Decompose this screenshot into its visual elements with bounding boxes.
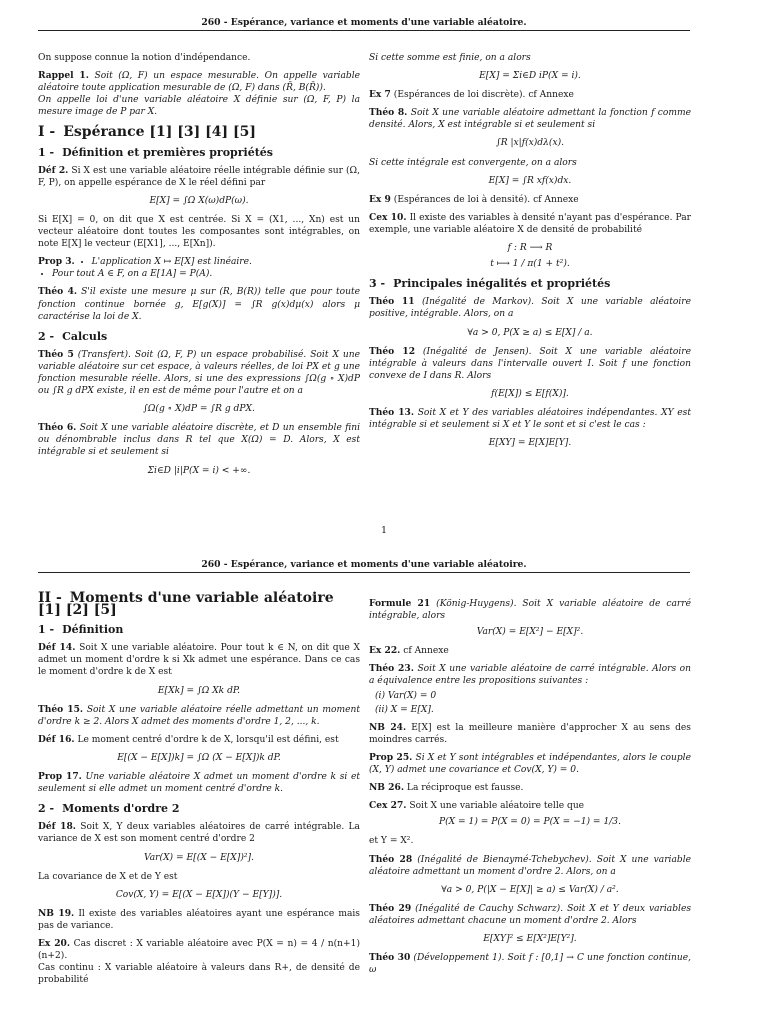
ex-label: Ex 22. bbox=[369, 645, 401, 657]
proposition-3 bbox=[38, 256, 360, 280]
equation: E[X] = Σi∈D iP(X = i). bbox=[479, 71, 581, 82]
theorem-29 bbox=[369, 903, 691, 927]
def-text: Soit X une variable aléatoire. Pour tout k ∈ N, on dit que X admet un moment d'ordre k si Xk admet une espérance. Dans ce cas le moment d'ordre k de X est bbox=[38, 643, 360, 678]
covariance-text: La covariance de X et de Y est bbox=[38, 871, 178, 882]
equation: Var(X) = E[X²] − E[X]². bbox=[476, 627, 584, 638]
equation: Var(X) = E[(X − E[X])²]. bbox=[144, 852, 254, 863]
def-label: Déf 14. bbox=[38, 642, 76, 654]
subsection-number: 2 - bbox=[38, 329, 55, 343]
theorem-4 bbox=[38, 286, 360, 322]
note-26 bbox=[369, 782, 691, 794]
nb-label: NB 26. bbox=[369, 782, 404, 794]
equation: E[XY] = E[X]E[Y]. bbox=[488, 438, 572, 449]
prop-label: Prop 3. bbox=[38, 256, 75, 268]
page-2 bbox=[0, 545, 768, 1024]
subsection-heading bbox=[38, 331, 360, 343]
cex-text: Soit X une variable aléatoire telle que bbox=[409, 801, 585, 812]
equation: f(E[X]) ≤ E[f(X)]. bbox=[491, 388, 569, 399]
equation: E[XY]² ≤ E[X²]E[Y²]. bbox=[483, 933, 577, 944]
equation: Σi∈D |i|P(X = i) < +∞. bbox=[147, 465, 251, 476]
definition-2 bbox=[38, 165, 360, 189]
nb-label: NB 19. bbox=[38, 907, 75, 919]
proposition-25 bbox=[369, 752, 691, 776]
nb-label: NB 24. bbox=[369, 721, 407, 733]
theorem-23 bbox=[369, 663, 691, 687]
theo-text: (Inégalité de Cauchy Schwarz). Soit X et Y deux variables aléatoires admettant chacune un moment d'ordre 2. Alors bbox=[369, 903, 691, 926]
theorem-30 bbox=[369, 952, 691, 976]
theorem-13 bbox=[369, 407, 691, 431]
finite-sum-text: Si cette somme est finie, on a alors bbox=[369, 53, 531, 63]
theo-text: Soit X une variable aléatoire réelle admettant un moment d'ordre k ≥ 2. Alors X admet des moments d'ordre 1, 2, ..., k. bbox=[38, 704, 360, 727]
example-9 bbox=[369, 194, 691, 206]
theo-label: Théo 23. bbox=[369, 663, 414, 675]
cex-label: Cex 10. bbox=[369, 211, 407, 223]
section-number: I - bbox=[38, 124, 56, 141]
theo-label: Théo 13. bbox=[369, 406, 415, 418]
prop-label: Prop 25. bbox=[369, 751, 413, 763]
example-22 bbox=[369, 645, 691, 657]
def-text: Le moment centré d'ordre k de X, lorsqu'il est défini, est bbox=[77, 734, 339, 745]
ex-label: Ex 20. bbox=[38, 937, 71, 949]
subsection-title: Définition bbox=[62, 623, 124, 637]
intro-text: On suppose connue la notion d'indépendance. bbox=[38, 53, 251, 63]
section-number: II - bbox=[38, 590, 62, 606]
theorem-28 bbox=[369, 854, 691, 878]
theo-label: Théo 11 bbox=[369, 296, 415, 308]
centered-text: Si E[X] = 0, on dit que X est centrée. Si X = (X1, ..., Xn) est un vecteur aléatoire dont toutes les composantes sont intégrables, on note E[X] le vecteur (E[X1], ..., E[Xn]). bbox=[38, 214, 360, 250]
ex-label: Ex 7 bbox=[369, 89, 391, 101]
rappel-text: Soit (Ω, F) un espace mesurable. On appelle variable aléatoire toute application mesurable de (Ω, F) dans (R̄, B(R̄)). bbox=[38, 71, 360, 94]
theo-label: Théo 12 bbox=[369, 345, 416, 357]
def-text: Soit X, Y deux variables aléatoires de carré intégrable. La variance de X est son moment centré d'ordre 2 bbox=[38, 822, 360, 845]
list-item: (i) Var(X) = 0 bbox=[375, 690, 437, 701]
example-20 bbox=[38, 938, 360, 986]
equation: ∀a > 0, P(X ≥ a) ≤ E[X] / a. bbox=[467, 327, 593, 338]
def-label: Déf 18. bbox=[38, 821, 76, 833]
subsection-number: 3 - bbox=[369, 277, 386, 291]
equation: E[X] = ∫R xf(x)dx. bbox=[488, 175, 572, 186]
counterexample-27 bbox=[369, 800, 691, 812]
nb-text: Il existe des variables aléatoires ayant une espérance mais pas de variance. bbox=[38, 908, 360, 931]
cex-label: Cex 27. bbox=[369, 800, 407, 812]
theo-label: Théo 4. bbox=[38, 286, 78, 298]
left-column bbox=[38, 52, 360, 484]
equation: ∫R |x|f(x)dλ(x). bbox=[495, 138, 565, 149]
theo-label: Théo 15. bbox=[38, 703, 84, 715]
definition-18 bbox=[38, 821, 360, 845]
subsection-heading bbox=[38, 147, 360, 159]
proposition-17 bbox=[38, 771, 360, 795]
section-heading bbox=[38, 590, 360, 619]
equation: P(X = 1) = P(X = 0) = P(X = −1) = 1/3. bbox=[439, 817, 621, 828]
formula-21 bbox=[369, 598, 691, 622]
rappel-1 bbox=[38, 70, 360, 118]
subsection-title: Moments d'ordre 2 bbox=[62, 802, 180, 816]
definition-16 bbox=[38, 734, 360, 746]
nb-text: La réciproque est fausse. bbox=[406, 783, 524, 794]
theo-text: Soit X une variable aléatoire de carré intégrable. Alors on a équivalence entre les propositions suivantes : bbox=[369, 664, 691, 687]
right-column bbox=[369, 52, 691, 456]
theorem-6 bbox=[38, 422, 360, 458]
equation: ∫Ω(g ∘ X)dP = ∫R g dPX. bbox=[143, 404, 255, 415]
equation: f : R ⟶ R bbox=[507, 243, 553, 254]
rappel-label: Rappel 1. bbox=[38, 70, 89, 82]
def-label: Déf 16. bbox=[38, 733, 75, 745]
prop-text: Si X et Y sont intégrables et indépendantes, alors le couple (X, Y) admet une covariance et Cov(X, Y) = 0. bbox=[369, 752, 691, 776]
ex-text-2: Cas continu : X variable aléatoire à valeurs dans R+, de densité de probabilité bbox=[38, 963, 360, 986]
counterexample-10 bbox=[369, 212, 691, 236]
theo-label: Théo 29 bbox=[369, 902, 412, 914]
subsection-title: Principales inégalités et propriétés bbox=[393, 277, 611, 291]
definition-14 bbox=[38, 642, 360, 678]
ex-label: Ex 9 bbox=[369, 193, 391, 205]
subsection-title: Définition et premières propriétés bbox=[62, 145, 273, 159]
theo-text: (Inégalité de Bienaymé-Tchebychev). Soit X une variable aléatoire admettant un moment d'ordre 2. Alors, on a bbox=[369, 854, 691, 877]
left-column bbox=[38, 592, 360, 992]
subsection-title: Calculs bbox=[62, 329, 108, 343]
running-head: 260 - Espérance, variance et moments d'une variable aléatoire. bbox=[201, 17, 527, 28]
theo-text: S'il existe une mesure μ sur (R, B(R)) telle que pour toute fonction continue bornée g, E[g(X)] = ∫R g(x)dμ(x) alors μ caractérise la loi de X. bbox=[38, 287, 360, 322]
convergent-text: Si cette intégrale est convergente, on a alors bbox=[369, 157, 577, 168]
equation: Cov(X, Y) = E[(X − E[X])(Y − E[Y])]. bbox=[115, 889, 283, 900]
ex-text: (Espérances de loi à densité). cf Annexe bbox=[393, 194, 579, 205]
subsection-number: 1 - bbox=[38, 623, 55, 637]
subsection-number: 1 - bbox=[38, 145, 55, 159]
section-title: Espérance [1] [3] [4] [5] bbox=[63, 124, 256, 141]
theo-label: Théo 28 bbox=[369, 853, 413, 865]
def-label: Déf 2. bbox=[38, 164, 69, 176]
formula-label: Formule 21 bbox=[369, 598, 431, 609]
prop-text: Une variable aléatoire X admet un moment d'ordre k si et seulement si elle admet un moment centré d'ordre k. bbox=[38, 772, 360, 795]
note-24 bbox=[369, 722, 691, 746]
prop-item: • L'application X ↦ E[X] est linéaire. bbox=[92, 256, 252, 268]
rappel-text-2: On appelle loi d'une variable aléatoire X définie sur (Ω, F, P) la mesure image de P par X. bbox=[38, 95, 360, 118]
theorem-15 bbox=[38, 704, 360, 728]
note-19 bbox=[38, 908, 360, 932]
theo-text: (Inégalité de Markov). Soit X une variable aléatoire positive, intégrable. Alors, on a bbox=[369, 297, 691, 320]
def-text: Si X est une variable aléatoire réelle intégrable définie sur (Ω, F, P), on appelle espérance de X le réel défini par bbox=[38, 165, 360, 188]
subsection-heading bbox=[38, 803, 360, 815]
prop-item: • Pour tout A ∈ F, on a E[1A] = P(A). bbox=[52, 268, 360, 280]
subsection-heading bbox=[369, 278, 691, 290]
theorem-5 bbox=[38, 349, 360, 397]
cex-text: Il existe des variables à densité n'ayant pas d'espérance. Par exemple, une variable aléatoire X de densité de probabilité bbox=[369, 212, 691, 235]
theo-text: (Transfert). Soit (Ω, F, P) un espace probabilisé. Soit X une variable aléatoire sur cet espace, à valeurs réelles, de loi PX et g une fonction mesurable réelle. Alors, si une des expressions ∫Ω(g ∘ X)dP ou ∫R g dPX existe, il en est de même pour l'autre et on a bbox=[38, 349, 360, 397]
running-head: 260 - Espérance, variance et moments d'une variable aléatoire. bbox=[201, 559, 527, 570]
ex-text: Cas discret : X variable aléatoire avec P(X = n) = 4 / n(n+1)(n+2). bbox=[38, 938, 360, 962]
right-column bbox=[369, 598, 691, 982]
page-number: 1 bbox=[380, 525, 388, 536]
subsection-heading bbox=[38, 624, 360, 636]
equation: ∀a > 0, P(|X − E[X]| ≥ a) ≤ Var(X) / a². bbox=[441, 884, 619, 895]
prop-label: Prop 17. bbox=[38, 771, 82, 783]
theo-label: Théo 30 bbox=[369, 952, 411, 964]
ex-text: cf Annexe bbox=[403, 646, 449, 657]
nb-text: E[X] est la meilleure manière d'approcher X au sens des moindres carrés. bbox=[369, 722, 691, 745]
equation: E[Xk] = ∫Ω Xk dP. bbox=[157, 685, 241, 696]
formula-text: (König-Huygens). Soit X variable aléatoire de carré intégrable, alors bbox=[369, 599, 691, 622]
theo-text: Soit X et Y des variables aléatoires indépendantes. XY est intégrable si et seulement si X et Y le sont et si c'est le cas : bbox=[369, 407, 691, 431]
section-title: Moments d'une variable aléatoire [1] [2] [5] bbox=[38, 590, 334, 619]
header-rule bbox=[38, 572, 690, 573]
theo-text: (Inégalité de Jensen). Soit X une variable aléatoire intégrable à valeurs dans l'intervalle ouvert I. Soit f une fonction convexe de I dans R. Alors bbox=[369, 346, 691, 381]
list-item: (ii) X = E[X]. bbox=[375, 704, 434, 715]
theo-text: Soit X une variable aléatoire admettant la fonction f comme densité. Alors, X est intégrable si et seulement si bbox=[369, 108, 692, 131]
header-rule bbox=[38, 30, 690, 31]
theo-label: Théo 8. bbox=[369, 107, 408, 119]
example-7 bbox=[369, 89, 691, 101]
theorem-8 bbox=[369, 107, 691, 131]
section-heading bbox=[38, 124, 360, 141]
equation: t ⟼ 1 / π(1 + t²). bbox=[490, 259, 570, 270]
theo-text: (Développement 1). Soit f : [0,1] → C une fonction continue, ω bbox=[369, 953, 691, 976]
theo-label: Théo 5 bbox=[38, 348, 74, 360]
equation: E[(X − E[X])k] = ∫Ω (X − E[X])k dP. bbox=[117, 752, 281, 763]
theorem-11 bbox=[369, 296, 691, 320]
ex-text: (Espérances de loi discrète). cf Annexe bbox=[393, 90, 574, 101]
theorem-12 bbox=[369, 346, 691, 382]
theo-label: Théo 6. bbox=[38, 422, 77, 434]
subsection-number: 2 - bbox=[38, 802, 55, 816]
cex-text-2: et Y = X². bbox=[369, 836, 414, 847]
equation: E[X] = ∫Ω X(ω)dP(ω). bbox=[149, 195, 249, 206]
theo-text: Soit X une variable aléatoire discrète, et D un ensemble fini ou dénombrable inclus dans R tel que X(Ω) = D. Alors, X est intégrable si et seulement si bbox=[38, 423, 360, 458]
